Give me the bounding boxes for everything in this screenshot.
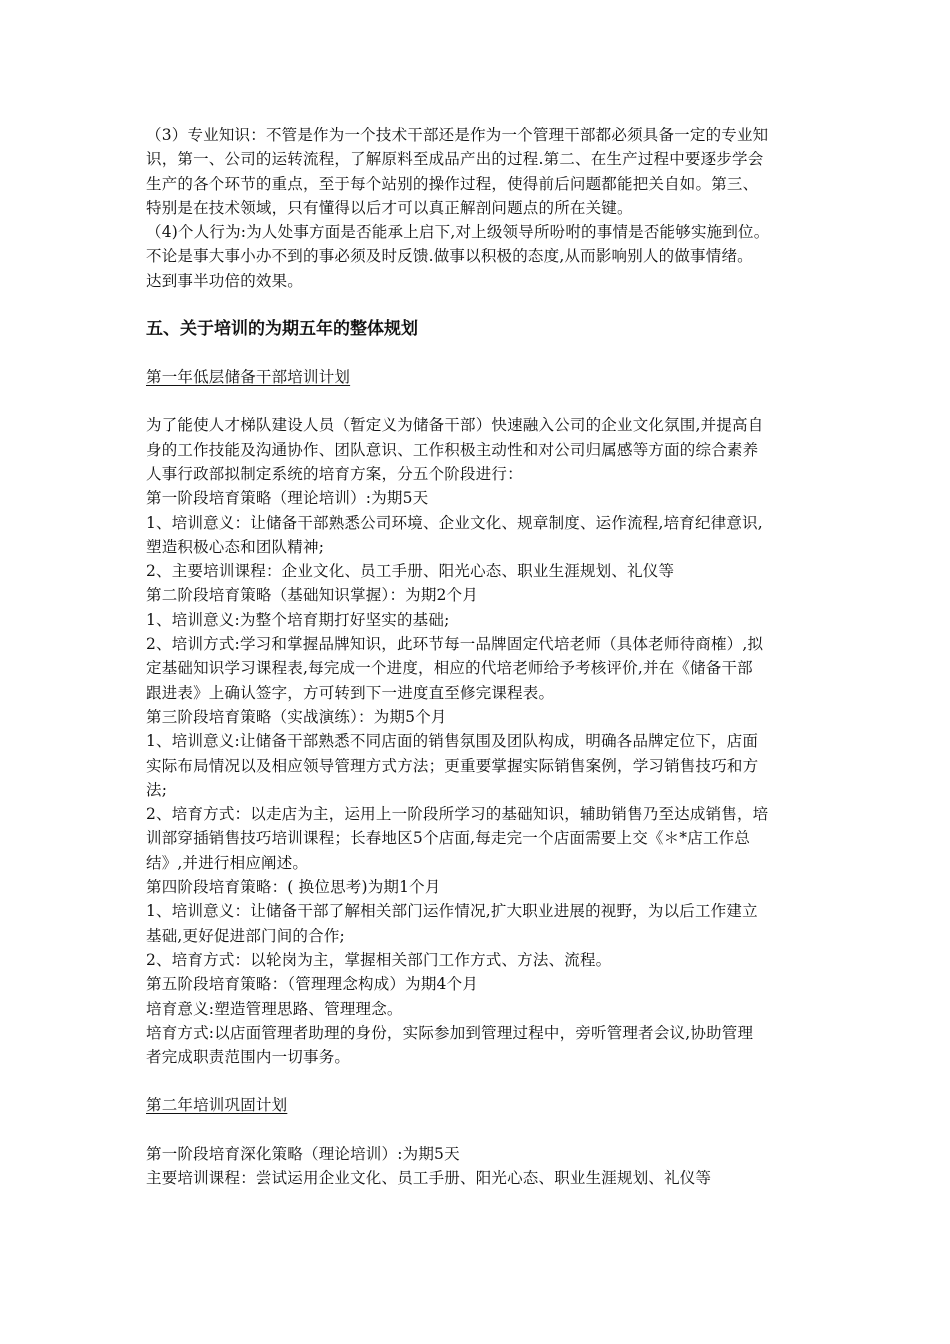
- text-line: 定基础知识学习课程表,每完成一个进度，相应的代培老师给予考核评价,并在《储备干部: [146, 659, 753, 678]
- text-line: 2、培育方式：以走店为主，运用上一阶段所学习的基础知识，辅助销售乃至达成销售，培: [146, 805, 769, 824]
- text-line: 身的工作技能及沟通协作、团队意识、工作积极主动性和对公司归属感等方面的综合素养: [146, 440, 759, 459]
- text-line: 第五阶段培育策略：（管理理念构成）为期4个月: [146, 975, 479, 994]
- year-1-body: [146, 413, 818, 1069]
- text-line: 第二阶段培育策略（基础知识掌握）：为期2个月: [146, 586, 479, 605]
- text-line: 者完成职责范围内一切事务。: [146, 1048, 351, 1067]
- text-line: 第一阶段培育深化策略（理论培训）:为期5天: [146, 1144, 460, 1163]
- text-line: 培育方式:以店面管理者助理的身份，实际参加到管理过程中，旁听管理者会议,协助管理: [146, 1023, 754, 1042]
- text-line: 塑造积极心态和团队精神;: [146, 537, 325, 556]
- text-line: 结》,并进行相应阐述。: [146, 853, 309, 872]
- text-line: 实际布局情况以及相应领导管理方式方法；更重要掌握实际销售案例，学习销售技巧和方: [146, 756, 759, 775]
- text-line: 2、主要培训课程：企业文化、员工手册、阳光心态、职业生涯规划、礼仪等: [146, 562, 675, 581]
- text-line: 主要培训课程：尝试运用企业文化、员工手册、阳光心态、职业生涯规划、礼仪等: [146, 1168, 712, 1187]
- text-line: 训部穿插销售技巧培训课程；长春地区5个店面,每走完一个店面需要上交《＊*店工作总: [146, 829, 751, 848]
- text-line: 培育意义:塑造管理思路、管理理念。: [146, 999, 403, 1018]
- text-line: （3）专业知识：不管是作为一个技术干部还是作为一个管理干部都必须具备一定的专业知: [146, 126, 769, 144]
- text-line: 1、培训意义：让储备干部了解相关部门运作情况,扩大职业进展的视野，为以后工作建立: [146, 902, 758, 921]
- text-line: 1、培训意义：让储备干部熟悉公司环境、企业文化、规章制度、运作流程,培育纪律意识,: [146, 513, 763, 532]
- text-line: 人事行政部拟制定系统的培育方案，分五个阶段进行：: [146, 464, 523, 483]
- year-2-title: 第二年培训巩固计划: [146, 1096, 288, 1115]
- year-2-body: [146, 1142, 818, 1191]
- text-line: 2、培训方式:学习和掌握品牌知识，此环节每一品牌固定代培老师（具体老师待商榷）,拟: [146, 635, 764, 654]
- text-line: 第三阶段培育策略（实战演练）：为期5个月: [146, 707, 447, 726]
- text-line: 第四阶段培育策略：( 换位思考)为期1个月: [146, 878, 441, 897]
- text-line: （4)个人行为:为人处事方面是否能承上启下,对上级领导所吩咐的事情是否能够实施到位。: [146, 223, 770, 242]
- text-line: 特别是在技术领域，只有懂得以后才可以真正解剖问题点的所在关键。: [146, 198, 633, 217]
- section-5-heading: 五、关于培训的为期五年的整体规划: [146, 319, 418, 340]
- text-line: 1、培训意义:让储备干部熟悉不同店面的销售氛围及团队构成，明确各品牌定位下，店面: [146, 732, 759, 751]
- text-line: 达到事半功倍的效果。: [146, 271, 304, 290]
- year-1-title: 第一年低层储备干部培训计划: [146, 368, 351, 387]
- text-line: 基础,更好促进部门间的合作;: [146, 926, 345, 945]
- section-4-paragraph: [146, 123, 818, 293]
- text-line: 为了能使人才梯队建设人员（暂定义为储备干部）快速融入公司的企业文化氛围,并提高自: [146, 416, 764, 435]
- text-line: 生产的各个环节的重点，至于每个站别的操作过程，使得前后问题都能把关自如。第三、: [146, 174, 759, 193]
- text-line: 第一阶段培育策略（理论培训）:为期5天: [146, 489, 429, 508]
- text-line: 2、培育方式：以轮岗为主，掌握相关部门工作方式、方法、流程。: [146, 950, 612, 969]
- text-line: 跟进表》上确认签字，方可转到下一进度直至修完课程表。: [146, 683, 555, 702]
- text-line: 法;: [146, 780, 168, 799]
- text-line: 识，第一、公司的运转流程，了解原料至成品产出的过程.第二、在生产过程中要逐步学会: [146, 150, 764, 169]
- document-page: [146, 123, 818, 1190]
- text-line: 不论是事大事小办不到的事必须及时反馈.做事以积极的态度,从而影响别人的做事情绪。: [146, 247, 753, 266]
- text-line: 1、培训意义:为整个培育期打好坚实的基础;: [146, 610, 450, 629]
